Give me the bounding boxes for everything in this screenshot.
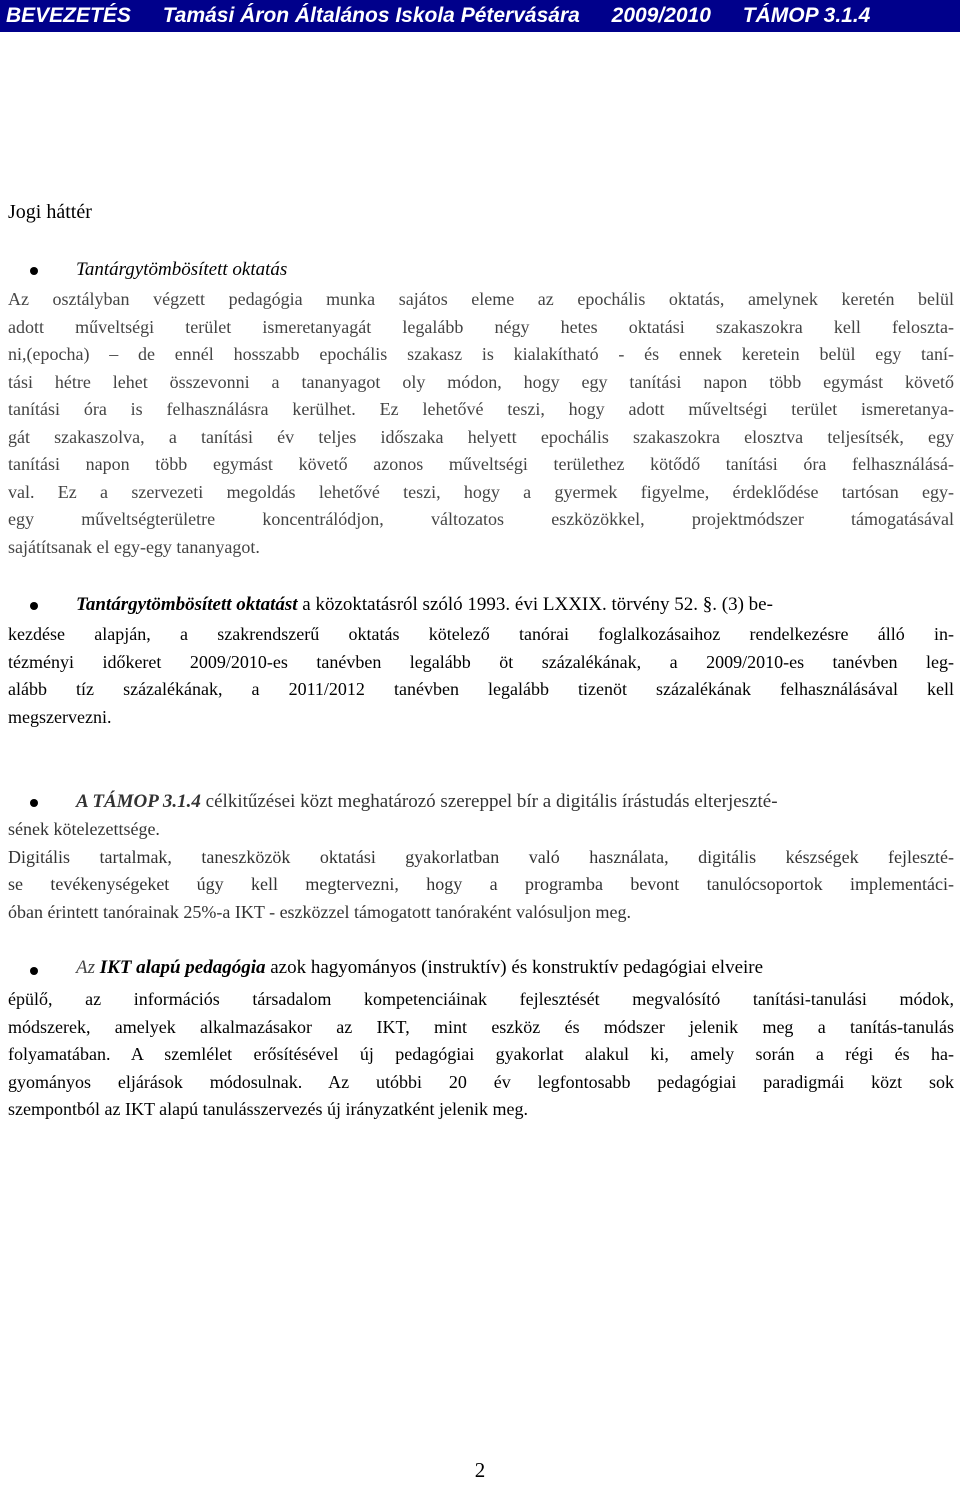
block2-heading-rest: a közoktatásról szóló 1993. évi LXXIX. törvény 52. §. (3) be- [297,594,773,615]
block3-heading: A TÁMOP 3.1.4 [76,791,201,812]
paragraph-line: Az osztályban végzett pedagógia munka sajátos eleme az epochális oktatás, amelynek keretén belül [8,289,954,309]
paragraph-line: szempontból az IKT alapú tanulásszervezés új irányzatként jelenik meg. [8,1099,528,1119]
paragraph-line: adott műveltségi terület ismeretanyagát legalább négy hetes oktatási szakaszokra kell feloszta- [8,316,954,337]
block4-paragraph [8,986,954,1124]
block4-heading-prefix: Az [76,957,100,978]
paragraph-line: tézményi időkeret 2009/2010-es tanévben legalább öt százalékának, a 2009/2010-es tanévben leg- [8,651,954,672]
page-number: 2 [474,1458,486,1482]
paragraph-line: gát szakaszolva, a tanítási év teljes időszaka helyett epochális szakaszokra elosztva teljesítsék, egy [8,426,954,447]
paragraph-line: sének kötelezettsége. [8,819,160,839]
paragraph-line: Digitális tartalmak, taneszközök oktatási gyakorlatban való használata, digitális készségek fejleszté- [8,846,954,867]
paragraph-line: egy műveltségterületre koncentrálódjon, változatos eszközökkel, projektmódszer támogatásával [8,509,954,529]
header-chapter: BEVEZETÉS [6,4,131,27]
block3-heading-line [76,791,778,813]
paragraph-line: se tevékenységeket úgy kell megtervezni, hogy a programba bevont tanulócsoportok implementáci- [8,874,954,894]
paragraph-line: val. Ez a szervezeti megoldás lehetővé teszi, hogy a gyermek figyelme, érdeklődése tartósan egy- [8,481,954,502]
header-school: Tamási Áron Általános Iskola Pétervására [162,4,580,27]
block2-heading: Tantárgytömbösített oktatást [76,594,298,615]
paragraph-line: alább tíz százalékának, a 2011/2012 tanévben legalább tizenöt százalékának felhasználásával kell [8,679,954,699]
paragraph-line: kezdése alapján, a szakrendszerű oktatás kötelező tanórai foglalkozásaihoz rendelkezésre álló in- [8,624,954,644]
block4-heading-rest: azok hagyományos (instruktív) és konstruktív pedagógiai elveire [265,957,764,978]
paragraph-line: tási hétre lehet összevonni a tananyagot oly módon, hogy egy tanítási napon több egymást követő [8,371,954,392]
bullet-dot [30,799,38,807]
block3-heading-rest: célkitűzései közt meghatározó szereppel bír a digitális írástudás elterjeszté- [200,791,778,812]
running-header [0,0,960,32]
bullet-dot [30,267,38,275]
block4-heading-line [76,957,763,979]
section-title: Jogi háttér [8,201,92,223]
header-year: 2009/2010 [611,4,711,27]
block1-heading: Tantárgytömbösített oktatás [76,259,288,280]
bullet-dot [30,602,38,610]
header-program: TÁMOP 3.1.4 [742,4,871,27]
block2-heading-line [76,594,773,616]
block3-paragraph [8,816,954,926]
block1-paragraph [8,286,954,561]
paragraph-line: tanítási napon több egymást követő azonos műveltségi területhez kötődő tanítási óra felhasználásá- [8,454,954,474]
paragraph-line: gyományos eljárások módosulnak. Az utóbbi 20 év legfontosabb pedagógiai paradigmái közt sok [8,1071,954,1092]
paragraph-line: óban érintett tanórainak 25%-a IKT - eszközzel támogatott tanóraként valósuljon meg. [8,901,631,922]
paragraph-line: módszerek, amelyek alkalmazásakor az IKT, mint eszköz és módszer jelenik meg a tanítás-tanulás [8,1016,954,1037]
block4-heading: IKT alapú pedagógia [99,957,266,978]
paragraph-line: tanítási óra is felhasználásra kerülhet. Ez lehetővé teszi, hogy adott műveltségi terület ismeretanya- [8,399,954,419]
paragraph-line: folyamatában. A szemlélet erősítésével új pedagógiai gyakorlat alakul ki, amely során a régi és ha- [8,1044,954,1064]
paragraph-line: ni,(epocha) – de ennél hosszabb epochális szakasz is kialakítható - és ennek keretein belül egy taní- [8,344,954,364]
paragraph-line: épülő, az információs társadalom kompetenciáinak fejlesztését megvalósító tanítási-tanulási módok, [8,989,954,1009]
bullet-dot [30,967,38,975]
block2-paragraph [8,621,954,731]
paragraph-line: megszervezni. [8,706,112,727]
paragraph-line: sajátítsanak el egy-egy tananyagot. [8,536,260,557]
